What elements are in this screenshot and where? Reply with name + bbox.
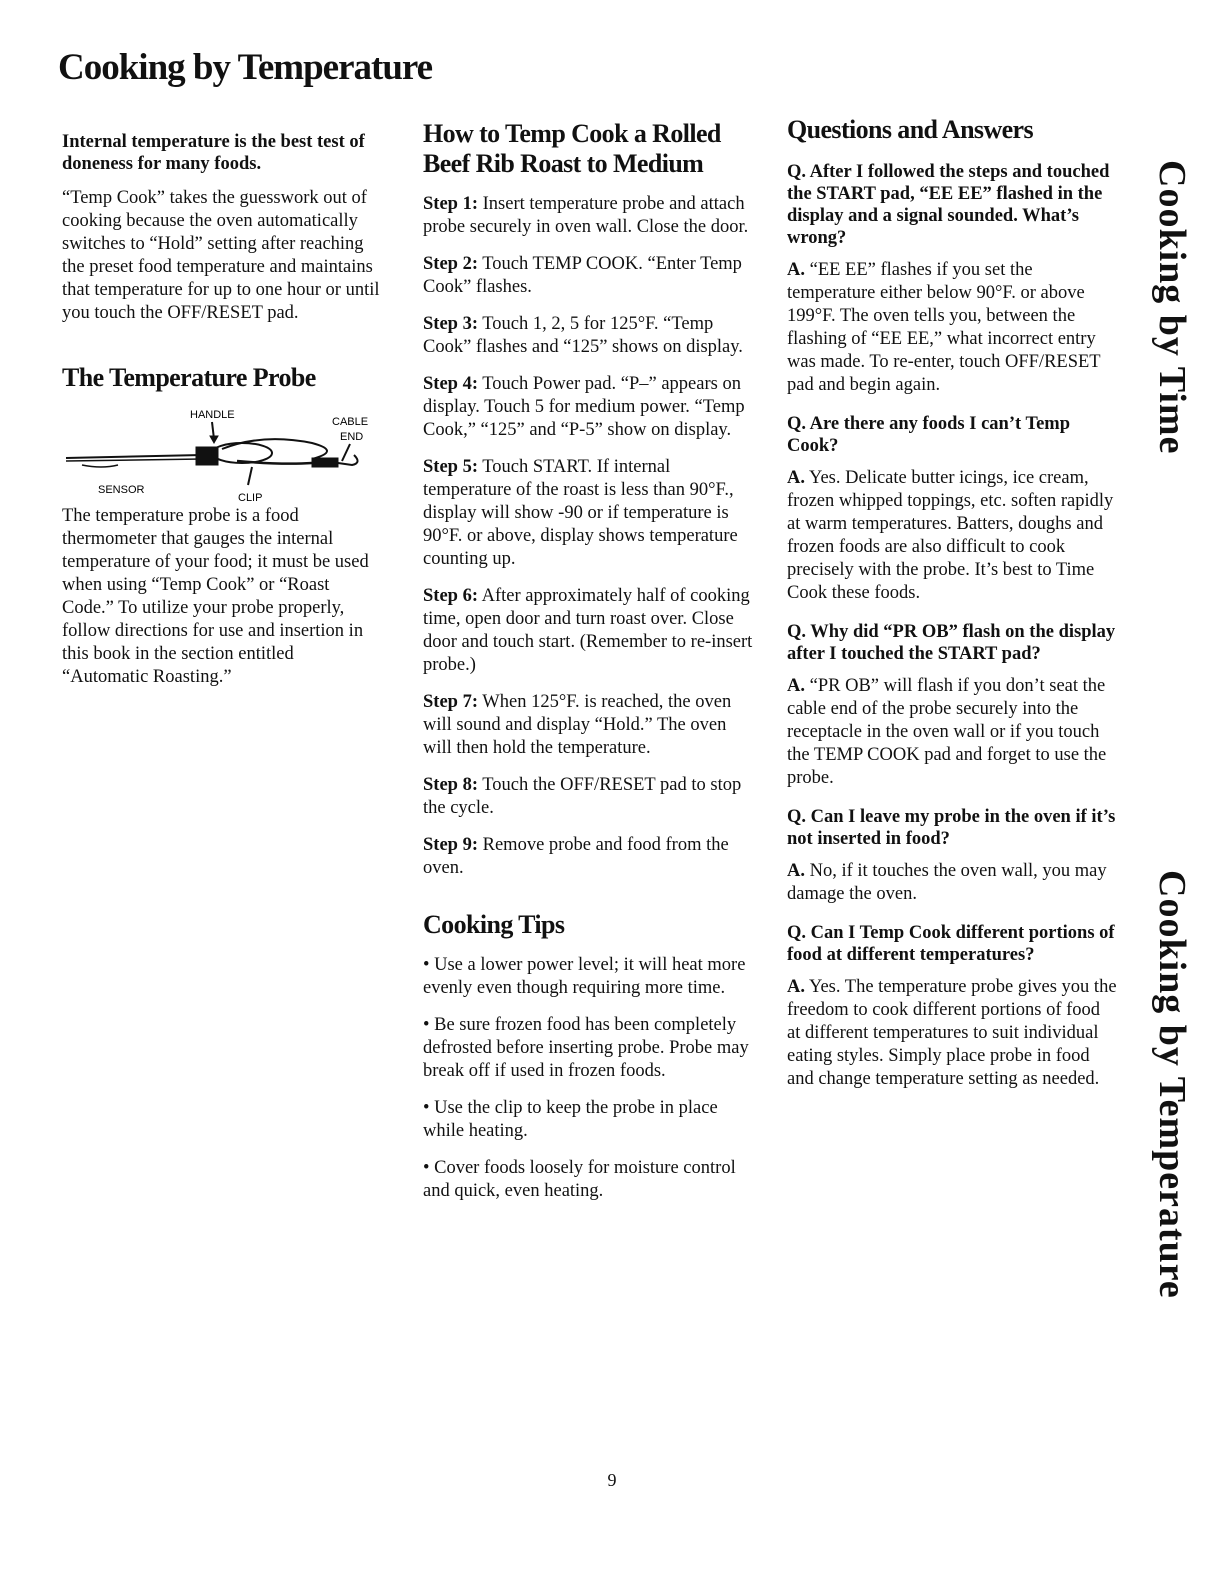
answer — [787, 259, 1117, 397]
handle-label: HANDLE — [190, 409, 235, 421]
step-label: Step 7: — [423, 692, 478, 712]
step-label: Step 6: — [423, 586, 478, 606]
step-label: Step 1: — [423, 194, 478, 214]
step-label: Step 2: — [423, 254, 478, 274]
answer-label: A. — [787, 260, 805, 280]
step-text: Touch the OFF/RESET pad to stop the cycle. — [423, 775, 742, 818]
probe-drawing — [66, 422, 358, 485]
answer-label: A. — [787, 977, 805, 997]
question: Q. Can I leave my probe in the oven if it’s not inserted in food? — [787, 807, 1116, 849]
intro-lead: Internal temperature is the best test of doneness for many foods. — [62, 132, 365, 174]
question: Q. Can I Temp Cook different portions of food at different temperatures? — [787, 923, 1115, 965]
tips-title: Cooking Tips — [423, 910, 565, 939]
tip-item: • Use the clip to keep the probe in place while heating. — [423, 1098, 718, 1141]
step-text: Touch TEMP COOK. “Enter Temp Cook” flashes. — [423, 254, 742, 297]
step-item — [423, 313, 758, 359]
step-item — [423, 193, 758, 239]
step-item — [423, 373, 758, 442]
probe-description: The temperature probe is a food thermometer that gauges the internal temperature of your food; it must be used when using “Temp Cook” or “Roast Code.” To utilize your probe properly, follow directions for use and insertion in this book in the section entitled “Automatic Roasting.” — [62, 506, 369, 687]
step-text: After approximately half of cooking time, open door and turn roast over. Close door and touch start. (Remember to re-insert probe.) — [423, 586, 753, 675]
end-label: END — [340, 431, 364, 443]
temperature-probe-diagram — [62, 403, 382, 503]
tips-list — [423, 954, 758, 1203]
answer-label: A. — [787, 676, 805, 696]
tip-item: • Be sure frozen food has been completely defrosted before inserting probe. Probe may break off if used in frozen foods. — [423, 1015, 749, 1081]
qa-title: Questions and Answers — [787, 115, 1034, 144]
step-label: Step 9: — [423, 835, 478, 855]
step-label: Step 4: — [423, 374, 478, 394]
answer-text: “EE EE” flashes if you set the temperature either below 90°F. or above 199°F. The oven tells you, between the flashing of “EE EE,” what incorrect entry was made. To re-enter, touch OFF/RESET pad and begin again. — [787, 260, 1101, 395]
step-text: Touch Power pad. “P–” appears on display. Touch 5 for medium power. “Temp Cook,” “125” and “P-5” show on display. — [423, 374, 745, 440]
qa-list — [787, 161, 1117, 1091]
step-label: Step 5: — [423, 457, 478, 477]
answer-text: Yes. The temperature probe gives you the freedom to cook different portions of food at different temperatures to suit individual eating styles. Simply place probe in food and change temperature setting as needed. — [787, 977, 1117, 1089]
tip-item: • Cover foods loosely for moisture control and quick, even heating. — [423, 1158, 736, 1201]
answer — [787, 976, 1117, 1091]
answer-text: Yes. Delicate butter icings, ice cream, frozen whipped toppings, etc. soften rapidly at warm temperatures. Batters, doughs and frozen foods are also difficult to cook precisely with the probe. It’s best to Time Cook these foods. — [787, 468, 1114, 603]
answer-label: A. — [787, 861, 805, 881]
cable-label: CABLE — [332, 416, 369, 428]
page-title: Cooking by Temperature — [58, 47, 433, 88]
question: Q. Are there any foods I can’t Temp Cook? — [787, 414, 1070, 456]
tip-item: • Use a lower power level; it will heat more evenly even though requiring more time. — [423, 955, 746, 998]
clip-label: CLIP — [238, 492, 263, 503]
answer-text: “PR OB” will flash if you don’t seat the cable end of the probe securely into the receptacle in the oven wall or if you touch the TEMP COOK pad and forget to use the probe. — [787, 676, 1107, 788]
answer — [787, 467, 1117, 605]
page-number: 9 — [607, 1470, 617, 1490]
answer-text: No, if it touches the oven wall, you may damage the oven. — [787, 861, 1107, 904]
answer-label: A. — [787, 468, 805, 488]
step-item — [423, 253, 758, 299]
question: Q. Why did “PR OB” flash on the display after I touched the START pad? — [787, 622, 1116, 664]
step-item — [423, 585, 758, 677]
step-item — [423, 774, 758, 820]
step-text: Insert temperature probe and attach probe securely in oven wall. Close the door. — [423, 194, 749, 237]
step-item — [423, 456, 758, 571]
intro-column — [62, 115, 382, 689]
step-label: Step 3: — [423, 314, 478, 334]
side-tab-cooking-by-time: Cooking by Time — [1151, 160, 1193, 455]
step-item — [423, 691, 758, 760]
step-text: Touch START. If internal temperature of the roast is less than 90°F., display will show -90 or if temperature is 90°F. or above, display shows temperature counting up. — [423, 457, 738, 569]
step-text: When 125°F. is reached, the oven will sound and display “Hold.” The oven will then hold the temperature. — [423, 692, 732, 758]
qa-column — [787, 115, 1117, 1091]
howto-column — [423, 115, 758, 1203]
step-item — [423, 834, 758, 880]
howto-title: How to Temp Cook a Rolled Beef Rib Roast to Medium — [423, 119, 721, 178]
intro-body: “Temp Cook” takes the guesswork out of cooking because the oven automatically switches to “Hold” setting after reaching the preset food temperature and maintains that temperature for up to one hour or until you touch the OFF/RESET pad. — [62, 188, 380, 323]
answer — [787, 675, 1117, 790]
step-text: Touch 1, 2, 5 for 125°F. “Temp Cook” flashes and “125” shows on display. — [423, 314, 743, 357]
steps-list — [423, 193, 758, 880]
answer — [787, 860, 1117, 906]
step-text: Remove probe and food from the oven. — [423, 835, 729, 878]
question: Q. After I followed the steps and touched the START pad, “EE EE” flashed in the display and a signal sounded. What’s wrong? — [787, 162, 1110, 248]
side-tab-cooking-by-temperature: Cooking by Temperature — [1151, 870, 1193, 1299]
sensor-label: SENSOR — [98, 484, 145, 496]
step-label: Step 8: — [423, 775, 478, 795]
probe-section-title: The Temperature Probe — [62, 363, 316, 392]
